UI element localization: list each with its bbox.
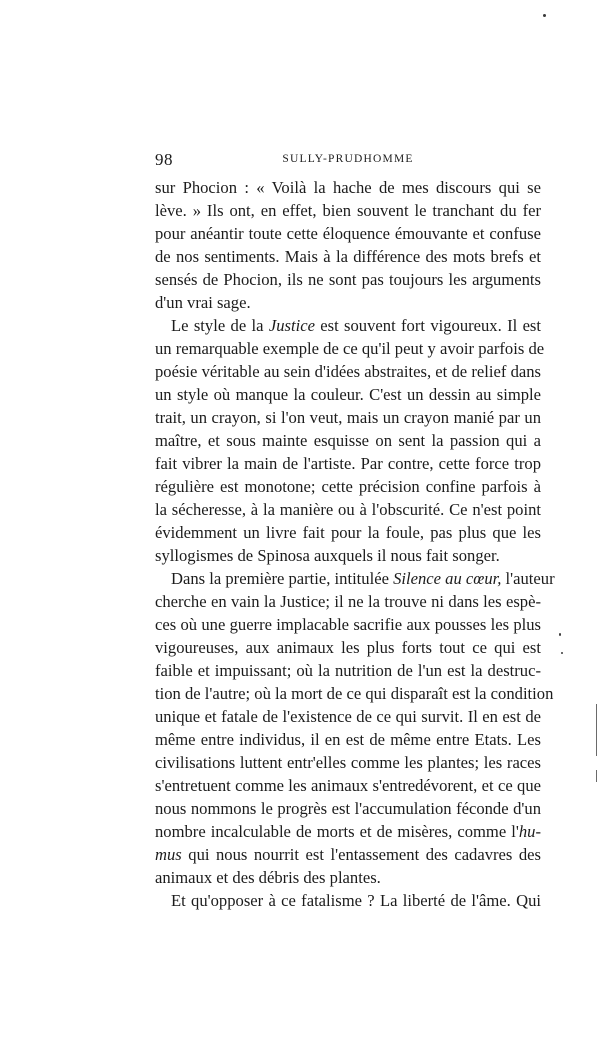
text-line: Le style de la Justice est souvent fort vigoureux. Il est (171, 316, 542, 335)
text-line: pour anéantir toute cette éloquence émouvante et confuse (155, 224, 541, 243)
text-line: fait vibrer la main de l'artiste. Par contre, cette force trop (155, 454, 541, 473)
text-line: de nos sentiments. Mais à la différence des mots brefs et (155, 247, 541, 266)
text-line: régulière est monotone; cette précision confine parfois à (155, 477, 541, 496)
text-line: la sécheresse, à la manière ou à l'obscurité. Ce n'est point (155, 500, 541, 519)
text-line: nous nommons le progrès est l'accumulation féconde d'un (155, 799, 541, 818)
text-line: lève. » Ils ont, en effet, bien souvent le tranchant du fer (155, 201, 541, 220)
text-line: tion de l'autre; où la mort de ce qui disparaît est la condition (155, 684, 554, 703)
page-number: 98 (155, 150, 173, 169)
text-line: même entre individus, il en est de même entre Etats. Les (155, 730, 541, 749)
text-line: s'entretuent comme les animaux s'entredévorent, et ce que (155, 776, 541, 795)
text-line: unique et fatale de l'existence de ce qui survit. Il en est de (155, 707, 541, 726)
running-head (155, 150, 541, 170)
text-line: faible et impuissant; où la nutrition de l'un est la destruc- (155, 661, 541, 680)
margin-mark (596, 770, 597, 782)
margin-mark (596, 704, 597, 756)
text-line: d'un vrai sage. (155, 293, 251, 312)
running-title: SULLY-PRUDHOMME (282, 153, 414, 165)
text-line: évidemment un livre fait pour la foule, pas plus que les (155, 523, 541, 542)
text-line: syllogismes de Spinosa auxquels il nous fait songer. (155, 546, 500, 565)
text-line: nombre incalculable de morts et de misères, comme l'hu- (155, 822, 541, 841)
text-line: maître, et sous mainte esquisse on sent la passion qui a (155, 431, 541, 450)
text-line: vigoureuses, aux animaux les plus forts tout ce qui est (155, 638, 541, 657)
text-line: civilisations luttent entr'elles comme les plantes; les races (155, 753, 541, 772)
text-line: Et qu'opposer à ce fatalisme ? La liberté de l'âme. Qui (171, 891, 541, 910)
text-line: sensés de Phocion, ils ne sont pas toujours les arguments (155, 270, 541, 289)
text-line: mus qui nous nourrit est l'entassement des cadavres des (155, 845, 541, 864)
text-line: un style où manque la couleur. C'est un dessin au simple (155, 385, 541, 404)
text-line: cherche en vain la Justice; il ne la trouve ni dans les espè- (155, 592, 541, 611)
text-line: ces où une guerre implacable sacrifie aux pousses les plus (155, 615, 541, 634)
text-line: sur Phocion : « Voilà la hache de mes discours qui se (155, 178, 541, 197)
text-line: poésie véritable au sein d'idées abstraites, et de relief dans (155, 362, 541, 381)
text-line: trait, un crayon, si l'on veut, mais un crayon manié par un (155, 408, 541, 427)
body-text (155, 176, 555, 912)
text-line: animaux et des débris des plantes. (155, 868, 381, 887)
text-line: Dans la première partie, intitulée Silence au cœur, l'auteur (171, 569, 555, 588)
text-line: un remarquable exemple de ce qu'il peut y avoir parfois de (155, 339, 545, 358)
scan-speck (543, 14, 546, 17)
scan-speck (561, 652, 563, 654)
scan-speck (559, 633, 561, 636)
